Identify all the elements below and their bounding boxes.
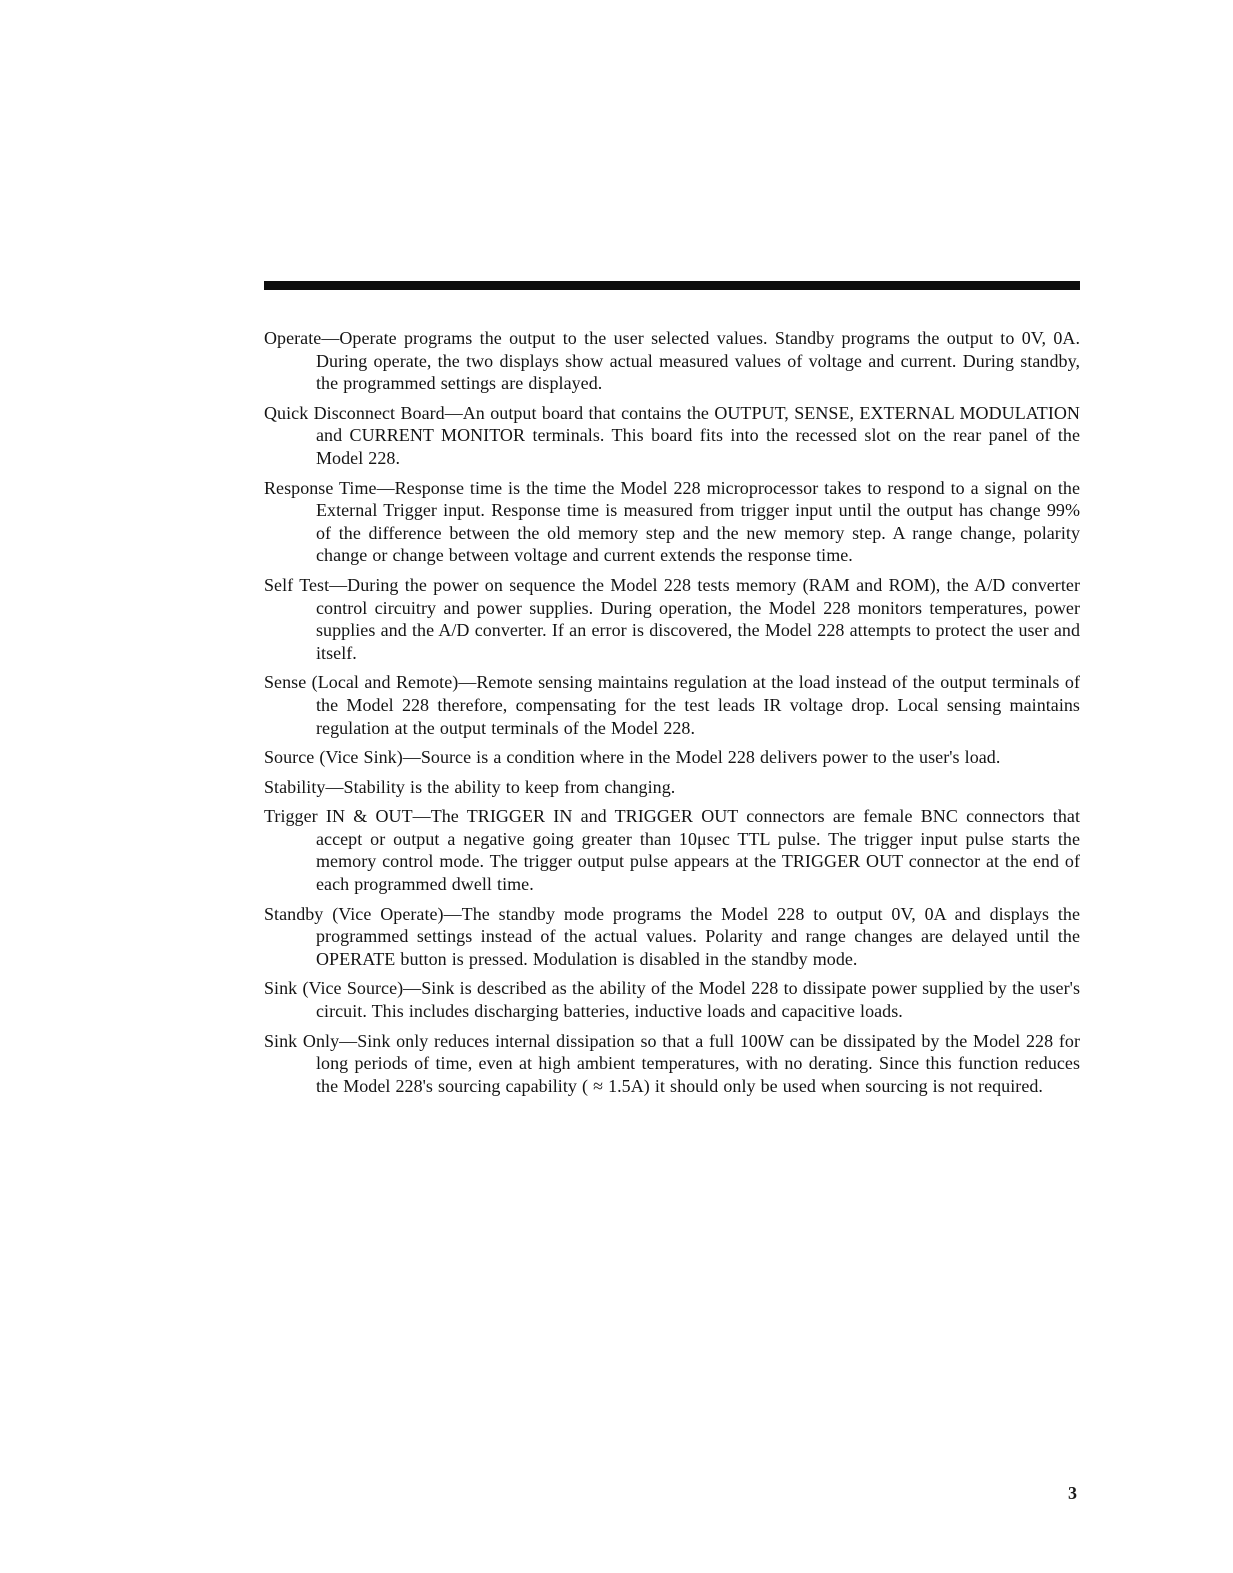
- glossary-entry: [264, 574, 1080, 664]
- glossary-definition: —The TRIGGER IN and TRIGGER OUT connectors are female BNC connectors that accept or output a negative going greater than 10μsec TTL pulse. The trigger input pulse starts the memory control mode. The trigger output pulse appears at the TRIGGER OUT connector at the end of each programmed dwell time.: [316, 806, 1080, 895]
- glossary-definition: —Stability is the ability to keep from changing.: [325, 776, 676, 797]
- glossary-definition: —Source is a condition where in the Model 228 delivers power to the user's load.: [402, 747, 1001, 768]
- glossary-entry: [264, 746, 1080, 769]
- glossary-term: Sink Only: [264, 1030, 340, 1051]
- glossary-definition: —Sink only reduces internal dissipation so that a full 100W can be dissipated by the Model 228 for long periods of time, even at high ambient temperatures, with no derating. Since this function reduces the Model 228's sourcing capability ( ≈ 1.5A) it should only be used when sourcing is not required.: [316, 1030, 1080, 1096]
- glossary-definition: —Remote sensing maintains regulation at the load instead of the output terminals of the Model 228 therefore, compensating for the test leads IR voltage drop. Local sensing maintains regulation at the output terminals of the Model 228.: [316, 672, 1080, 738]
- glossary-term: Source (Vice Sink): [264, 747, 403, 768]
- glossary-definition: —During the power on sequence the Model 228 tests memory (RAM and ROM), the A/D converter control circuitry and power supplies. During operation, the Model 228 monitors temperatures, power supplies and the A/D converter. If an error is discovered, the Model 228 attempts to protect the user and itself.: [316, 574, 1080, 663]
- glossary-definition: —The standby mode programs the Model 228 to output 0V, 0A and displays the programmed settings instead of the actual values. Polarity and range changes are delayed until the OPERATE button is pressed. Modulation is disabled in the standby mode.: [316, 903, 1081, 969]
- glossary-definition: —Operate programs the output to the user selected values. Standby programs the output to 0V, 0A. During operate, the two displays show actual measured values of voltage and current. During standby, the programmed settings are displayed.: [316, 328, 1080, 394]
- glossary-term: Stability: [264, 776, 326, 797]
- glossary-term: Sink (Vice Source): [264, 978, 404, 999]
- glossary-term: Operate: [264, 328, 322, 348]
- glossary-definition: —Response time is the time the Model 228 microprocessor takes to respond to a signal on the External Trigger input. Response time is measured from trigger input until the output has change 99% of the difference between the old memory step and the new memory step. A range change, polarity change or change between voltage and current extends the response time.: [316, 477, 1080, 566]
- glossary-entry: [264, 903, 1080, 971]
- glossary-term: Standby (Vice Operate): [264, 903, 444, 924]
- glossary-definition: —Sink is described as the ability of the Model 228 to dissipate power supplied by the user's circuit. This includes discharging batteries, inductive loads and capacitive loads.: [316, 978, 1080, 1022]
- glossary-term: Self Test: [264, 574, 330, 595]
- glossary-entry: [264, 402, 1080, 470]
- glossary-entry: [264, 805, 1080, 895]
- glossary-term: Sense (Local and Remote): [264, 672, 459, 693]
- page-number: 3: [1068, 1483, 1077, 1503]
- glossary-entry: [264, 671, 1080, 739]
- glossary-entry: [264, 1030, 1080, 1098]
- glossary-term: Response Time: [264, 477, 377, 498]
- glossary-entry: [264, 327, 1080, 395]
- glossary-definition: —An output board that contains the OUTPUT, SENSE, EXTERNAL MODULATION and CURRENT MONITOR terminals. This board fits into the recessed slot on the rear panel of the Model 228.: [316, 402, 1080, 468]
- glossary-entry: [264, 776, 1080, 799]
- glossary-term: Trigger IN & OUT: [264, 806, 413, 827]
- section-divider-rule: [264, 281, 1080, 290]
- page-content: [264, 281, 1080, 1104]
- glossary-entry: [264, 477, 1080, 567]
- glossary-term: Quick Disconnect Board: [264, 402, 445, 423]
- glossary-entry: [264, 977, 1080, 1022]
